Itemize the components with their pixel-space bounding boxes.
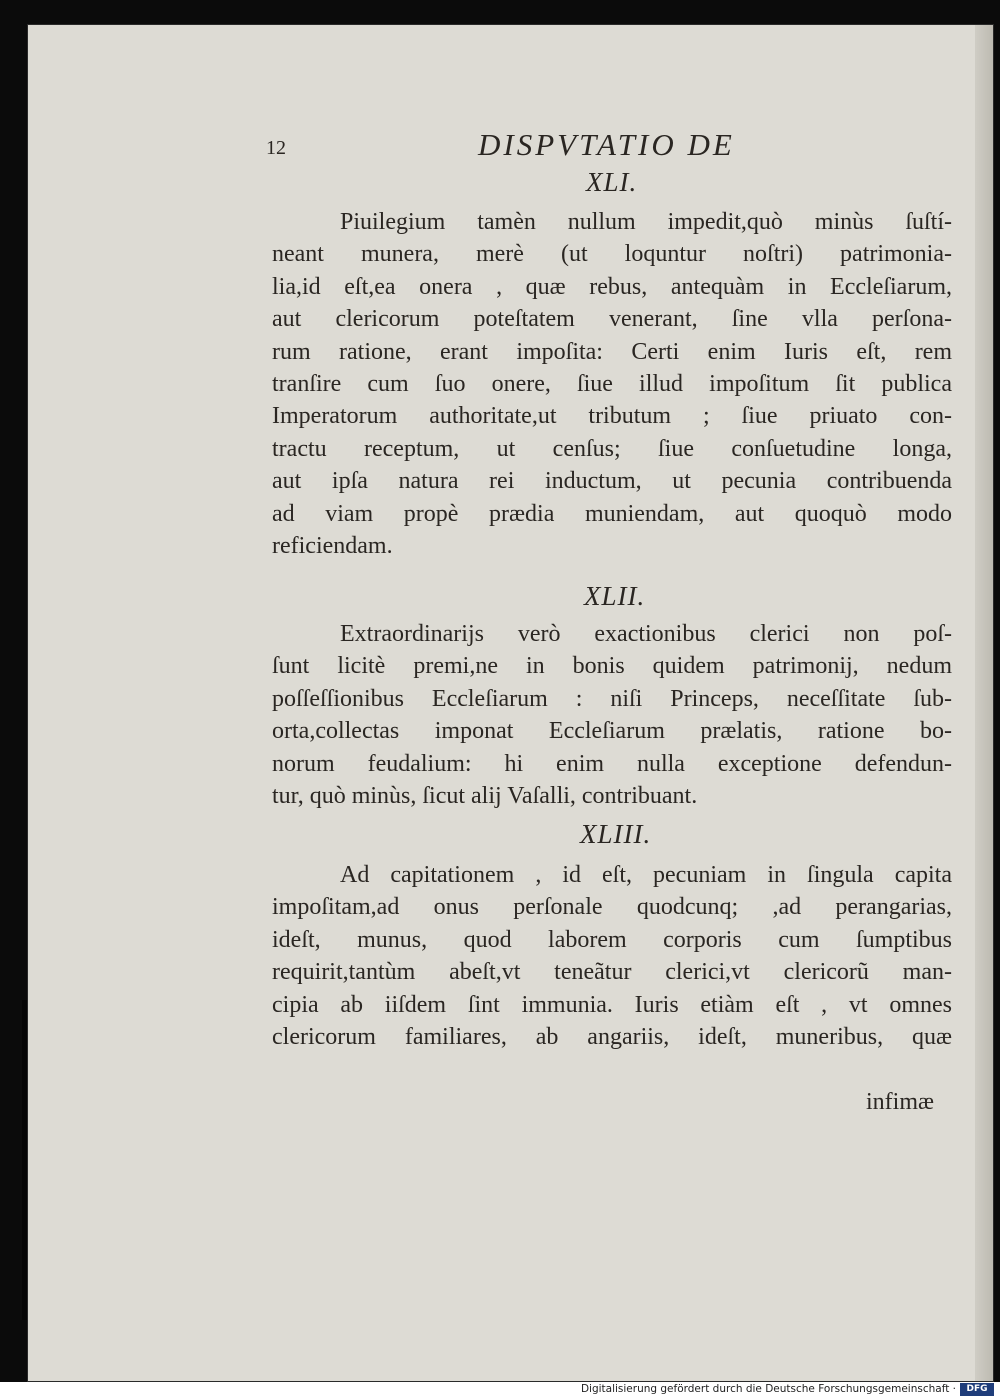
text-line: tranſire cum ſuo onere, ſiue illud impoſitum ſit publica <box>272 371 952 398</box>
catchword: infimæ <box>866 1089 935 1115</box>
text-line: tractu receptum, ut cenſus; ſiue conſuetudine longa, <box>272 435 952 462</box>
text-line: tur, quò minùs, ſicut alij Vaſalli, contribuant. <box>272 783 698 810</box>
text-line: norum feudalium: hi enim nulla exceptione defendun- <box>272 750 952 777</box>
section-heading-xlii: XLII. <box>584 581 646 611</box>
text-line: rum ratione, erant impoſita: Certi enim Iuris eſt, rem <box>272 338 952 365</box>
text-line: requirit,tantùm abeſt,vt teneãtur clerici,vt clericorũ man- <box>272 959 952 986</box>
footer-bar <box>0 1382 1000 1398</box>
paragraph-xliii <box>272 859 952 1053</box>
text-line: reficiendam. <box>272 533 393 560</box>
text-line: ſunt licitè premi,ne in bonis quidem patrimonij, nedum <box>272 653 952 680</box>
text-line: Piuilegium tamèn nullum impedit,quò minùs ſuſtí- <box>340 209 952 235</box>
text-line: cipia ab iiſdem ſint immunia. Iuris etiàm eſt , vt omnes <box>272 991 952 1018</box>
section-heading-xliii: XLIII. <box>580 819 652 849</box>
text-line: Imperatorum authoritate,ut tributum ; ſiue priuato con- <box>272 403 952 430</box>
text-line: clericorum familiares, ab angariis, ideſt, muneribus, quæ <box>272 1024 952 1051</box>
text-line: ad viam propè prædia muniendam, aut quoquò modo <box>272 500 952 527</box>
text-line: impoſitam,ad onus perſonale quodcunq; ,ad perangarias, <box>272 894 952 921</box>
funding-notice: Digitalisierung gefördert durch die Deutsche Forschungsgemeinschaft · <box>580 1383 956 1395</box>
page-header <box>28 127 993 171</box>
running-title: DISPVTATIO DE <box>478 127 735 162</box>
text-line: ideſt, munus, quod laborem corporis cum ſumptibus <box>272 926 952 953</box>
paragraph-xli <box>272 206 952 562</box>
text-line: aut ipſa natura rei inductum, ut pecunia contribuenda <box>272 468 952 495</box>
page-edge <box>975 25 993 1381</box>
text-line: lia,id eſt,ea onera , quæ rebus, antequàm in Eccleſiarum, <box>272 273 952 300</box>
text-line: neant munera, merè (ut loquntur noſtri) patrimonia- <box>272 241 952 268</box>
text-line: orta,collectas imponat Eccleſiarum prælatis, ratione bo- <box>272 718 952 745</box>
section-heading-xli: XLI. <box>586 167 638 197</box>
paragraph-xlii <box>272 618 952 812</box>
text-line: Extraordinarijs verò exactionibus clerici non poſ- <box>340 621 952 647</box>
book-page <box>27 24 994 1382</box>
page-number: 12 <box>266 137 286 159</box>
text-line: poſſeſſionibus Eccleſiarum : niſi Princeps, neceſſitate ſub- <box>272 685 952 712</box>
dfg-logo: DFG <box>960 1383 994 1396</box>
text-line: aut clericorum poteſtatem venerant, ſine vlla perſona- <box>272 306 952 333</box>
text-line: Ad capitationem , id eſt, pecuniam in ſingula capita <box>340 862 952 888</box>
